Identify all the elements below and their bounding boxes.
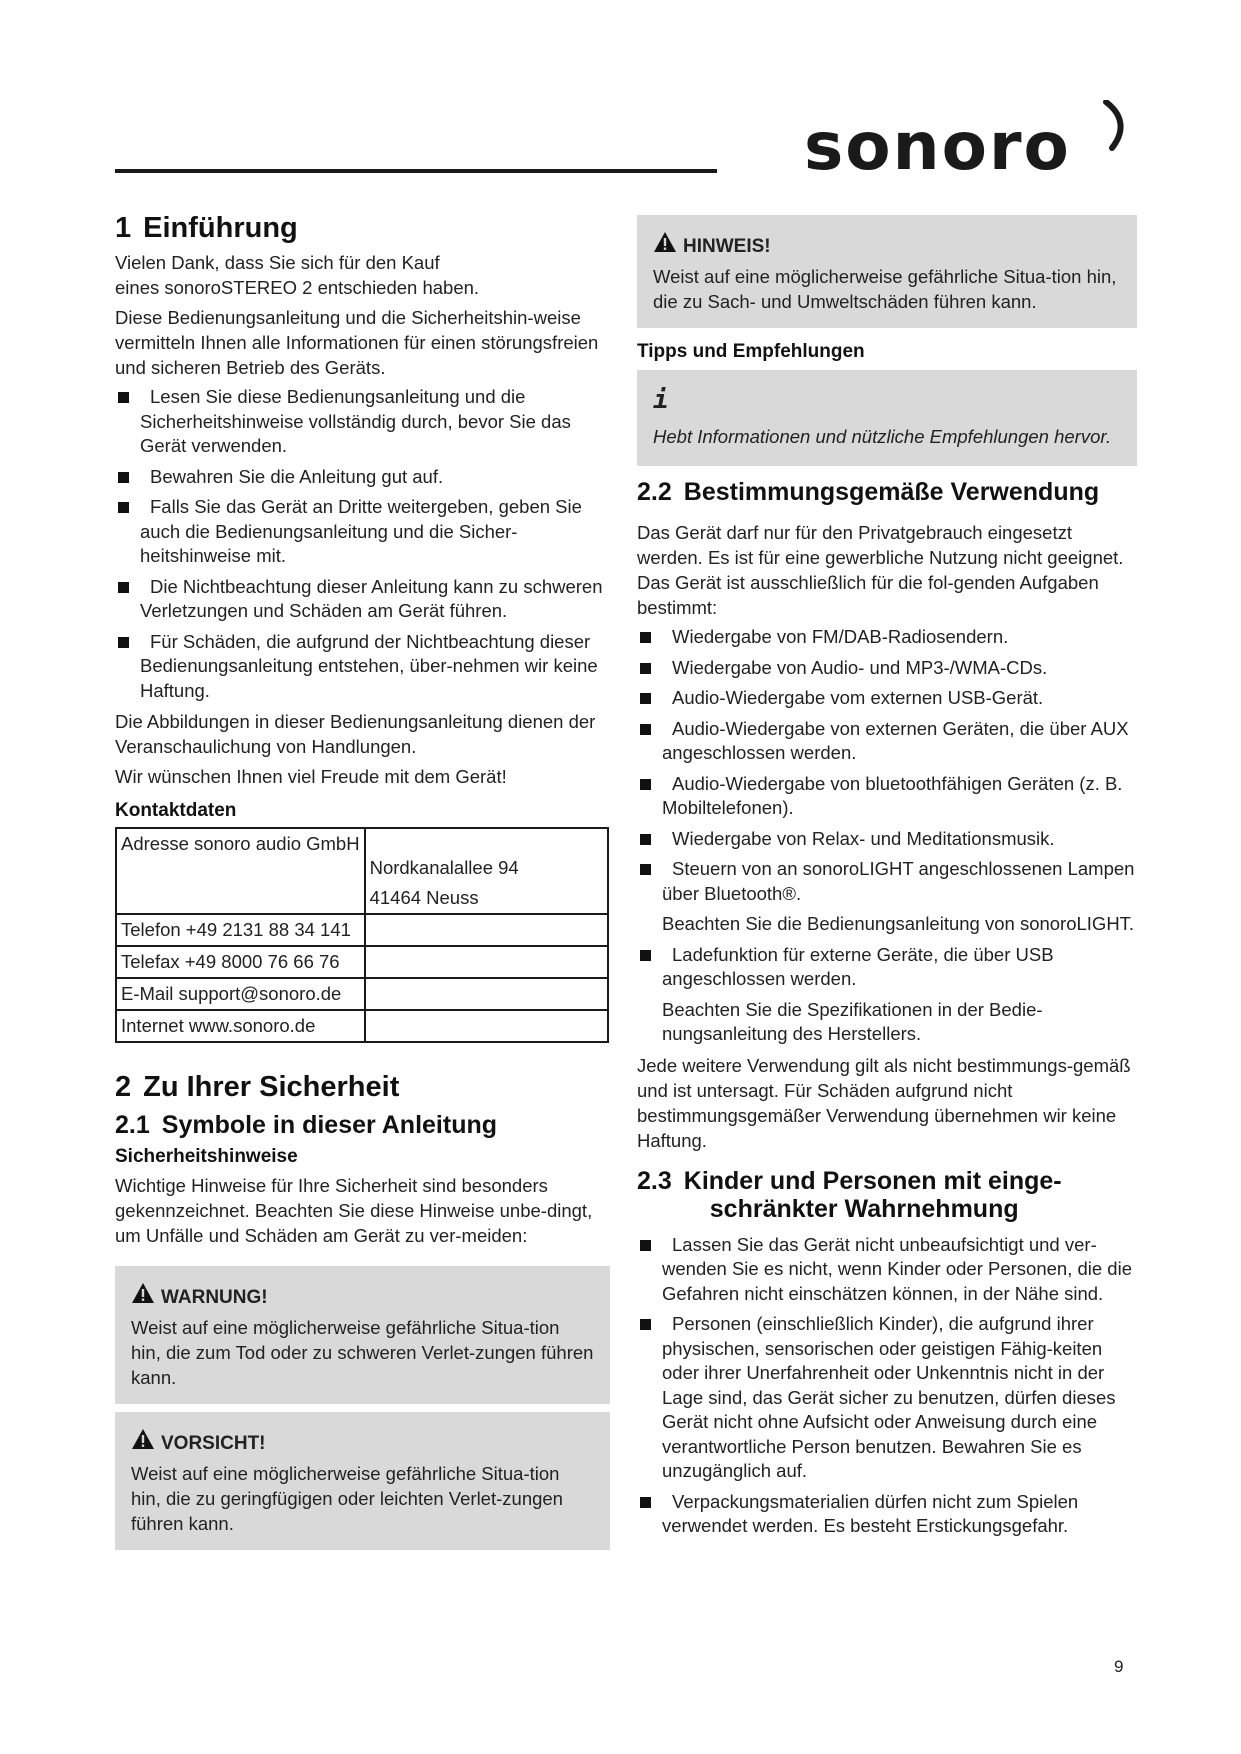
notice-box <box>637 215 1137 328</box>
section-2-2-number: 2.2 <box>637 478 672 506</box>
list-item <box>637 686 1137 711</box>
bullet-square-icon <box>640 1240 651 1251</box>
warning-triangle-icon <box>653 231 677 262</box>
warning-text: Weist auf eine möglicherweise gefährliche Situa-tion hin, die zum Tod oder zu schweren Verlet-zungen führen kann. <box>131 1317 594 1388</box>
list-item-text: Steuern von an sonoroLIGHT angeschlossenen Lampen über Bluetooth®. <box>662 858 1135 904</box>
sonoro-logo <box>804 94 1134 185</box>
section-2-1-title: Symbole in dieser Anleitung <box>161 1111 498 1139</box>
list-item <box>637 656 1137 681</box>
logo-swoosh-icon <box>1100 100 1130 152</box>
list-item-text: Audio-Wiedergabe von bluetoothfähigen Geräten (z. B. Mobiltelefonen). <box>662 772 1123 818</box>
list-item <box>637 1312 1137 1484</box>
intro-line-2: eines sonoroSTEREO 2 entschieden haben. <box>115 277 480 298</box>
bullet-square-icon <box>640 779 651 790</box>
list-item-text: Wiedergabe von Relax- und Meditationsmusik. <box>672 827 1055 849</box>
list-item <box>637 827 1137 852</box>
list-item <box>637 1233 1137 1307</box>
illustrations-paragraph: Die Abbildungen in dieser Bedienungsanleitung dienen der Veranschaulichung von Handlungen. <box>115 711 596 757</box>
section-1-title: Einführung <box>143 212 298 244</box>
bullet-square-icon <box>640 663 651 674</box>
list-item <box>637 625 1137 650</box>
notice-label: HINWEIS! <box>683 235 771 257</box>
warning-header <box>131 1282 594 1313</box>
bullet-square-icon <box>640 632 651 643</box>
section-2-title: Zu Ihrer Sicherheit <box>143 1071 400 1103</box>
section-1-number: 1 <box>115 212 132 244</box>
tips-text: Hebt Informationen und nützliche Empfehlungen hervor. <box>653 426 1111 447</box>
bullet-square-icon <box>640 1319 651 1330</box>
intro-bullet-list <box>115 385 610 703</box>
bullet-square-icon <box>118 502 129 513</box>
bullet-square-icon <box>118 637 129 648</box>
caution-header <box>131 1428 594 1459</box>
contact-street: Nordkanalallee 94 <box>369 857 519 878</box>
section-2-3-title <box>684 1167 1062 1223</box>
safety-intro-paragraph: Wichtige Hinweise für Ihre Sicherheit sind besonders gekennzeichnet. Beachten Sie diese Hinweise unbe-dingt, um Unfälle und Schäden am Gerät zu ver-meiden: <box>115 1175 593 1246</box>
contact-address-value <box>365 828 608 914</box>
section-2-1-number: 2.1 <box>115 1111 150 1139</box>
intro-paragraph <box>115 250 610 300</box>
section-2-3-heading <box>637 1167 1137 1223</box>
list-item <box>115 630 610 704</box>
list-item-text: Audio-Wiedergabe vom externen USB-Gerät. <box>672 687 1044 708</box>
improper-use-paragraph: Jede weitere Verwendung gilt als nicht bestimmungs-gemäß und ist untersagt. Für Schäden aufgrund nicht bestimmungsgemäßer Verwendung übernehmen wir keine Haftung. <box>637 1054 1131 1151</box>
children-safety-list <box>637 1233 1137 1539</box>
list-item <box>637 943 1137 992</box>
section-2-number: 2 <box>115 1071 132 1103</box>
list-item-text: Bewahren Sie die Anleitung gut auf. <box>150 465 444 487</box>
intro-paragraph-2: Diese Bedienungsanleitung und die Sicherheitshin-weise vermitteln Ihnen alle Informationen für einen störungsfreien und sicheren Betrieb des Geräts. <box>115 307 599 378</box>
table-row <box>116 946 608 978</box>
closing-paragraph: Wir wünschen Ihnen viel Freude mit dem Gerät! <box>115 766 507 787</box>
bullet-square-icon <box>640 950 651 961</box>
contact-email: E-Mail support@sonoro.de <box>116 978 365 1010</box>
safety-notes-heading: Sicherheitshinweise <box>115 1146 298 1167</box>
page-number: 9 <box>1114 1657 1124 1676</box>
contact-heading: Kontaktdaten <box>115 800 237 821</box>
logo-text: sonoro <box>804 108 1071 185</box>
contact-table <box>115 827 609 1043</box>
table-row <box>116 1010 608 1042</box>
list-item <box>115 385 610 459</box>
info-icon: i <box>653 385 669 415</box>
list-item-text: Falls Sie das Gerät an Dritte weitergeben, geben Sie auch die Bedienungsanleitung und die Sicher-heitshinweise mit. <box>140 496 582 566</box>
caution-text: Weist auf eine möglicherweise gefährliche Situa-tion hin, die zu geringfügigen oder leichten Verlet-zungen führen kann. <box>131 1463 563 1534</box>
list-item-text: Verpackungsmaterialien dürfen nicht zum Spielen verwendet werden. Es besteht Erstickungsgefahr. <box>662 1490 1079 1536</box>
contact-fax: Telefax +49 8000 76 66 76 <box>116 946 365 978</box>
section-2-heading <box>115 1069 610 1105</box>
tips-box <box>637 370 1137 466</box>
usb-note: Beachten Sie die Spezifikationen in der Bedie-nungsanleitung des Herstellers. <box>662 998 1043 1044</box>
caution-label: VORSICHT! <box>161 1432 266 1454</box>
contact-phone: Telefon +49 2131 88 34 141 <box>116 914 365 946</box>
tips-heading: Tipps und Empfehlungen <box>637 341 865 362</box>
notice-text: Weist auf eine möglicherweise gefährliche Situa-tion hin, die zu Sach- und Umweltschäden führen kann. <box>653 266 1117 312</box>
usb-list <box>637 943 1137 992</box>
section-2-3-number: 2.3 <box>637 1166 672 1195</box>
list-item <box>637 717 1137 766</box>
caution-box <box>115 1412 610 1550</box>
bullet-square-icon <box>640 1497 651 1508</box>
section-2-2-title: Bestimmungsgemäße Verwendung <box>683 478 1100 506</box>
list-item <box>115 465 610 490</box>
section-2-1-heading <box>115 1109 610 1141</box>
list-item-text: Personen (einschließlich Kinder), die aufgrund ihrer physischen, sensorischen oder geistigen Fähig-keiten oder ihrer Unerfahrenheit oder Unkenntnis nicht in der Lage sind, das Gerät sicher zu benutzen, dürfen dieses Gerät nicht ohne Aufsicht oder Anweisung durch eine verantwortliche Person benutzen. Bewahren Sie es unzugänglich auf. <box>662 1313 1116 1481</box>
list-item <box>637 772 1137 821</box>
list-item <box>637 857 1137 906</box>
left-column <box>115 210 610 1558</box>
right-column <box>637 215 1137 1545</box>
intended-use-paragraph: Das Gerät darf nur für den Privatgebrauch eingesetzt werden. Es ist für eine gewerbliche Nutzung nicht geeignet. Das Gerät ist ausschließlich für die fol-genden Aufgaben bestimmt: <box>637 522 1124 618</box>
list-item-text: Lesen Sie diese Bedienungsanleitung und die Sicherheitshinweise vollständig durch, bevor Sie das Gerät verwenden. <box>140 386 571 456</box>
warning-label: WARNUNG! <box>161 1286 268 1308</box>
list-item-text: Wiedergabe von FM/DAB-Radiosendern. <box>672 626 1009 647</box>
intended-use-list <box>637 625 1137 906</box>
intro-line-1: Vielen Dank, dass Sie sich für den Kauf <box>115 252 440 273</box>
section-2-2-heading <box>637 476 1137 508</box>
bullet-square-icon <box>640 864 651 875</box>
bullet-square-icon <box>118 472 129 483</box>
list-item-text: Für Schäden, die aufgrund der Nichtbeachtung dieser Bedienungsanleitung entstehen, über-nehmen wir keine Haftung. <box>140 630 598 701</box>
contact-address-label: Adresse sonoro audio GmbH <box>116 828 365 914</box>
bullet-square-icon <box>118 582 129 593</box>
notice-header <box>653 231 1121 262</box>
section-2-3-title-line-1: Kinder und Personen mit einge- <box>683 1166 1062 1195</box>
contact-website: Internet www.sonoro.de <box>116 1010 365 1042</box>
list-item <box>115 575 610 624</box>
table-row <box>116 914 608 946</box>
list-item-text: Ladefunktion für externe Geräte, die über USB angeschlossen werden. <box>662 943 1054 989</box>
section-2-3-title-line-2: schränkter Wahrnehmung <box>709 1194 1019 1223</box>
bullet-square-icon <box>118 392 129 403</box>
header-rule <box>115 169 717 173</box>
list-item <box>637 1490 1137 1539</box>
bullet-square-icon <box>640 834 651 845</box>
warning-box <box>115 1266 610 1404</box>
list-item <box>115 495 610 569</box>
table-row <box>116 978 608 1010</box>
list-item-text: Wiedergabe von Audio- und MP3-/WMA-CDs. <box>672 656 1048 678</box>
list-item-text: Audio-Wiedergabe von externen Geräten, die über AUX angeschlossen werden. <box>662 717 1129 763</box>
list-item-text: Lassen Sie das Gerät nicht unbeaufsichtigt und ver-wenden Sie es nicht, wenn Kinder oder Personen, die die Gefahren nicht einschätzen können, in der Nähe sind. <box>662 1233 1132 1304</box>
bullet-square-icon <box>640 693 651 704</box>
sonorolight-note: Beachten Sie die Bedienungsanleitung von sonoroLIGHT. <box>662 913 1135 934</box>
section-1-heading <box>115 210 610 246</box>
warning-triangle-icon <box>131 1282 155 1313</box>
contact-city: 41464 Neuss <box>369 887 479 908</box>
warning-triangle-icon <box>131 1428 155 1459</box>
list-item-text: Die Nichtbeachtung dieser Anleitung kann zu schweren Verletzungen und Schäden am Gerät führen. <box>140 575 603 621</box>
table-row <box>116 828 608 914</box>
bullet-square-icon <box>640 724 651 735</box>
